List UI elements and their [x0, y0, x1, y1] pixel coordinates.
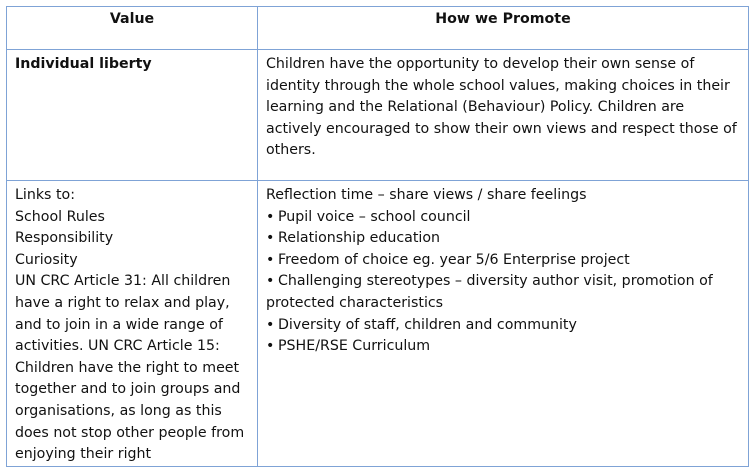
- list-item-text: Relationship education: [278, 230, 440, 247]
- link-school-rules: School Rules: [15, 208, 105, 225]
- bullet-icon: •: [266, 316, 275, 333]
- list-item: [266, 228, 742, 250]
- list-item-text: PSHE/RSE Curriculum: [278, 338, 431, 355]
- link-curiosity: Curiosity: [15, 251, 78, 268]
- table-row: [7, 50, 749, 181]
- promote-cell: [258, 50, 749, 181]
- table-row: [7, 181, 749, 467]
- value-cell: [7, 181, 258, 467]
- bullet-icon: •: [266, 273, 275, 290]
- bullet-icon: •: [266, 338, 275, 355]
- header-value: Value: [7, 7, 258, 50]
- reflection-time-text: Reflection time – share views / share feelings: [266, 187, 587, 203]
- bullet-icon: •: [266, 251, 275, 268]
- list-item: [266, 336, 742, 358]
- list-item: [266, 271, 742, 314]
- promote-text: Children have the opportunity to develop their own sense of identity through the whole school values, making choices in their learning and the Relational (Behaviour) Policy. Children are actively encouraged to show their own views and respect those of others.: [266, 56, 737, 159]
- list-item: [266, 250, 742, 272]
- list-item: [266, 315, 742, 337]
- promote-cell: [258, 181, 749, 467]
- list-item-text: Diversity of staff, children and community: [278, 316, 577, 333]
- promote-bullet-list: [266, 207, 742, 358]
- list-item-text: Challenging stereotypes – diversity author visit, promotion of protected characteristics: [266, 273, 713, 311]
- header-how-we-promote: How we Promote: [258, 7, 749, 50]
- links-to-label: Links to:: [15, 187, 75, 203]
- list-item-text: Freedom of choice eg. year 5/6 Enterprise project: [278, 251, 630, 268]
- link-responsibility: Responsibility: [15, 230, 114, 247]
- uncrc-articles-text: UN CRC Article 31: All children have a right to relax and play, and to join in a wide range of activities. UN CRC Article 15: Children have the right to meet together and to join groups and organisations, as long as this does not stop other people from enjoying their right: [15, 273, 245, 463]
- bullet-icon: •: [266, 208, 275, 225]
- value-cell: [7, 50, 258, 181]
- list-item: [266, 207, 742, 229]
- bullet-icon: •: [266, 230, 275, 247]
- list-item-text: Pupil voice – school council: [278, 208, 471, 225]
- table-header-row: [7, 7, 749, 50]
- value-title: Individual liberty: [15, 56, 152, 72]
- british-values-table: [6, 6, 749, 467]
